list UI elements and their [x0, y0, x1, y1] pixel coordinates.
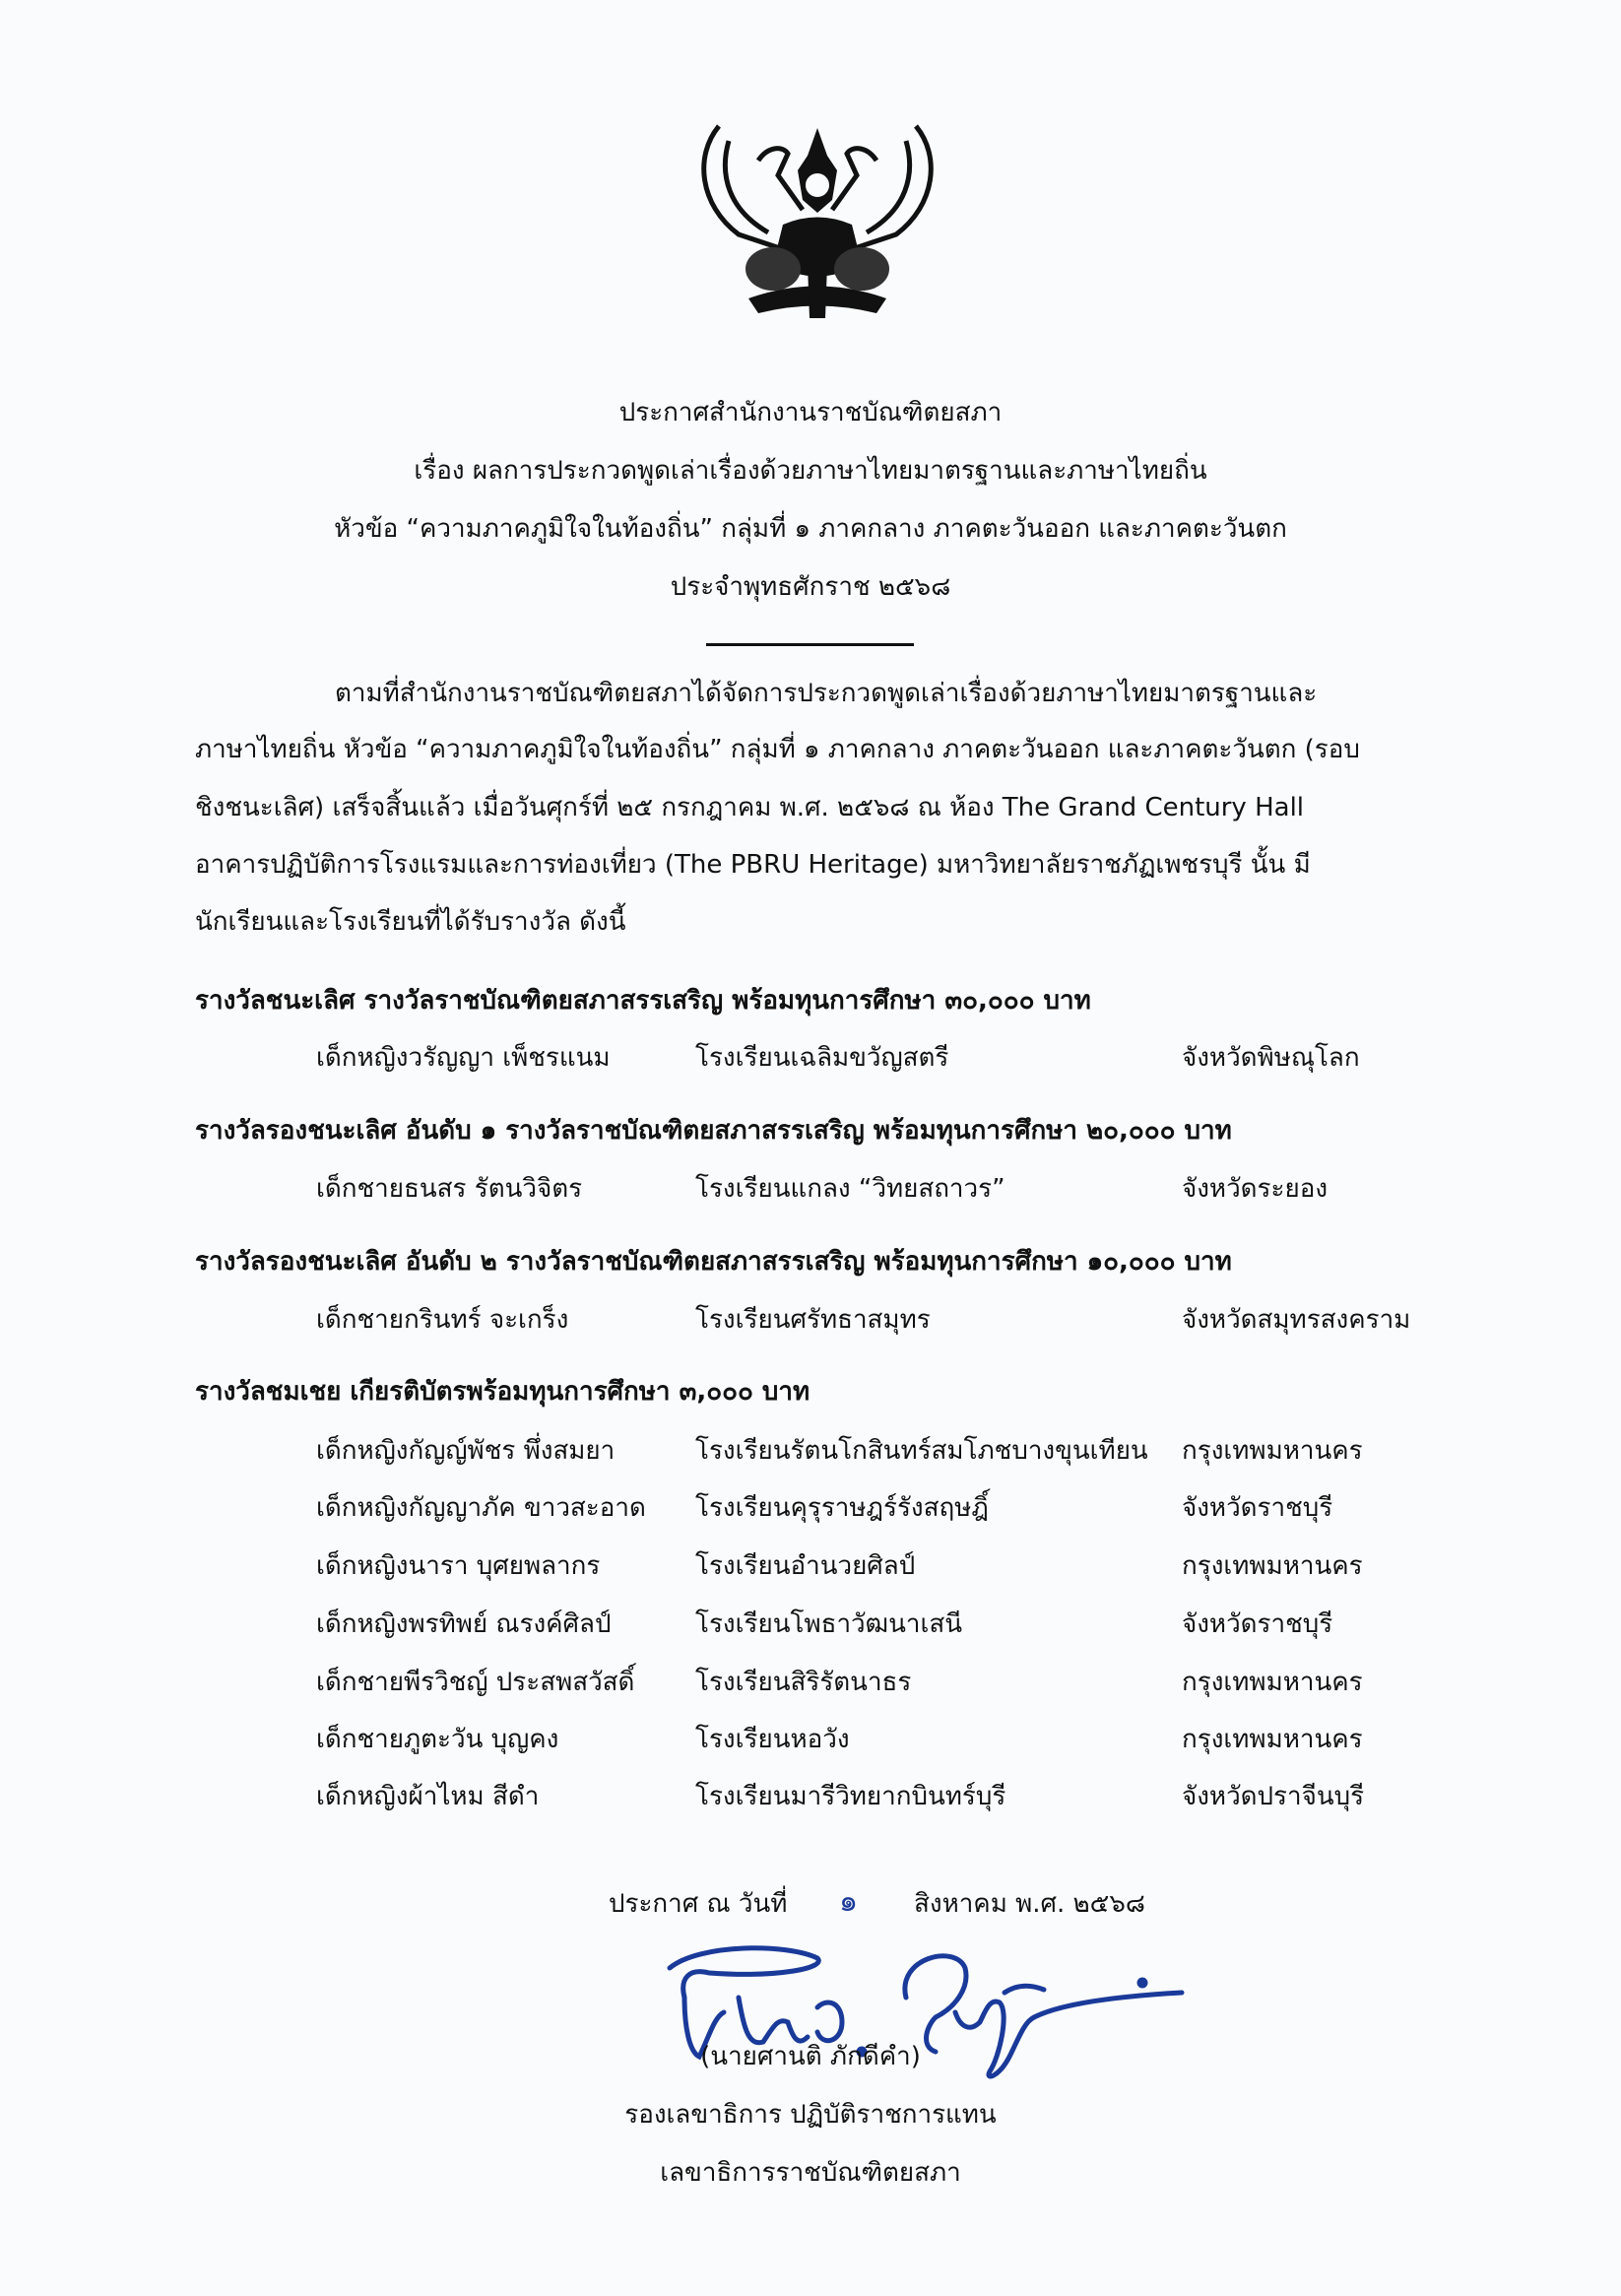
winner-school: โรงเรียนเฉลิมขวัญสตรี: [695, 1043, 949, 1073]
winner-row: [0, 1724, 1621, 1759]
body-line-1: ตามที่สำนักงานราชบัณฑิตยสภาได้จัดการประกวดพูดเล่าเรื่องด้วยภาษาไทยมาตรฐานและ: [335, 679, 1318, 708]
winner-name: เด็กหญิงกัญญาภัค ขาวสะอาด: [316, 1493, 646, 1523]
winner-province: กรุงเทพมหานคร: [1182, 1551, 1363, 1581]
winner-name: เด็กชายธนสร รัตนวิจิตร: [316, 1174, 583, 1204]
winner-name: เด็กชายพีรวิชญ์ ประสพสวัสดิ์: [316, 1668, 635, 1697]
winner-school: โรงเรียนสิริรัตนาธร: [695, 1668, 912, 1697]
winner-province: จังหวัดสมุทรสงคราม: [1182, 1305, 1411, 1335]
signer-organization: เลขาธิการราชบัณฑิตยสภา: [660, 2158, 961, 2188]
winner-school: โรงเรียนศรัทธาสมุทร: [695, 1305, 931, 1335]
announce-date-prefix: ประกาศ ณ วันที่: [609, 1889, 788, 1919]
winner-province: จังหวัดราชบุรี: [1182, 1609, 1333, 1639]
winner-province: กรุงเทพมหานคร: [1182, 1436, 1363, 1466]
winner-row: [0, 1435, 1621, 1471]
award-title-third: รางวัลรองชนะเลิศ อันดับ ๒ รางวัลราชบัณฑิตยสภาสรรเสริญ พร้อมทุนการศึกษา ๑๐,๐๐๐ บาท: [195, 1247, 1232, 1277]
winner-name: เด็กชายภูตะวัน บุญคง: [316, 1725, 559, 1754]
winner-province: กรุงเทพมหานคร: [1182, 1725, 1363, 1754]
winner-row: [0, 1550, 1621, 1586]
body-line-3: ชิงชนะเลิศ) เสร็จสิ้นแล้ว เมื่อวันศุกร์ที่ ๒๕ กรกฎาคม พ.ศ. ๒๕๖๘ ณ ห้อง The Grand Century Hall: [195, 793, 1305, 822]
winner-school: โรงเรียนมารีวิทยากบินทร์บุรี: [695, 1782, 1006, 1811]
winner-row: [0, 1667, 1621, 1702]
body-line-2: ภาษาไทยถิ่น หัวข้อ “ความภาคภูมิใจในท้องถิ่น” กลุ่มที่ ๑ ภาคกลาง ภาคตะวันออก และภาคตะวันตก (รอบ: [195, 735, 1360, 764]
winner-name: เด็กหญิงวรัญญา เพ็ชรแนม: [316, 1043, 611, 1073]
announce-month-year: สิงหาคม พ.ศ. ๒๕๖๘: [914, 1889, 1145, 1919]
award-title-second: รางวัลรองชนะเลิศ อันดับ ๑ รางวัลราชบัณฑิตยสภาสรรเสริญ พร้อมทุนการศึกษา ๒๐,๐๐๐ บาท: [195, 1116, 1232, 1146]
winner-school: โรงเรียนอำนวยศิลป์: [695, 1551, 916, 1581]
award-title-first: รางวัลชนะเลิศ รางวัลราชบัณฑิตยสภาสรรเสริญ พร้อมทุนการศึกษา ๓๐,๐๐๐ บาท: [195, 986, 1091, 1016]
garuda-emblem-icon: [689, 116, 945, 323]
winner-name: เด็กชายกรินทร์ จะเกร็ง: [316, 1305, 569, 1335]
winner-row: [0, 1492, 1621, 1528]
winner-name: เด็กหญิงนารา บุศยพลากร: [316, 1551, 601, 1581]
winner-school: โรงเรียนรัตนโกสินทร์สมโภชบางขุนเทียน: [695, 1436, 1148, 1466]
signer-name: (นายศานติ ภักดีคำ): [700, 2042, 921, 2071]
header-topic: หัวข้อ “ความภาคภูมิใจในท้องถิ่น” กลุ่มที่ ๑ ภาคกลาง ภาคตะวันออก และภาคตะวันตก: [334, 514, 1287, 544]
header-divider: [706, 643, 914, 646]
winner-school: โรงเรียนโพธาวัฒนาเสนี: [695, 1609, 963, 1639]
winner-row: [0, 1608, 1621, 1644]
winner-name: เด็กหญิงกัญญ์พัชร พึ่งสมยา: [316, 1436, 616, 1466]
header-year: ประจำพุทธศักราช ๒๕๖๘: [670, 572, 951, 602]
header-subject: เรื่อง ผลการประกวดพูดเล่าเรื่องด้วยภาษาไทยมาตรฐานและภาษาไทยถิ่น: [414, 456, 1207, 486]
winner-name: เด็กหญิงผ้าไหม สีดำ: [316, 1782, 540, 1811]
winner-province: จังหวัดระยอง: [1182, 1174, 1329, 1204]
winner-row: [0, 1781, 1621, 1816]
winner-school: โรงเรียนหอวัง: [695, 1725, 850, 1754]
award-title-honorable: รางวัลชมเชย เกียรติบัตรพร้อมทุนการศึกษา ๓,๐๐๐ บาท: [195, 1377, 810, 1407]
winner-row: [0, 1173, 1621, 1209]
winner-province: จังหวัดราชบุรี: [1182, 1493, 1333, 1523]
header-title: ประกาศสำนักงานราชบัณฑิตยสภา: [618, 398, 1003, 427]
body-line-4: อาคารปฏิบัติการโรงแรมและการท่องเที่ยว (The PBRU Heritage) มหาวิทยาลัยราชภัฏเพชรบุรี นั้น มี: [195, 850, 1311, 880]
winner-school: โรงเรียนคุรุราษฎร์รังสฤษฎิ์: [695, 1493, 989, 1523]
body-line-5: นักเรียนและโรงเรียนที่ได้รับรางวัล ดังนี้: [195, 907, 626, 937]
winner-province: จังหวัดปราจีนบุรี: [1182, 1782, 1365, 1811]
announce-day-handwritten: ๑: [839, 1884, 859, 1919]
winner-province: กรุงเทพมหานคร: [1182, 1668, 1363, 1697]
signer-position: รองเลขาธิการ ปฏิบัติราชการแทน: [624, 2100, 997, 2130]
winner-row: [0, 1042, 1621, 1078]
winner-school: โรงเรียนแกลง “วิทยสถาวร”: [695, 1174, 1005, 1204]
winner-province: จังหวัดพิษณุโลก: [1182, 1043, 1360, 1073]
winner-name: เด็กหญิงพรทิพย์ ณรงค์ศิลป์: [316, 1609, 612, 1639]
winner-row: [0, 1304, 1621, 1340]
